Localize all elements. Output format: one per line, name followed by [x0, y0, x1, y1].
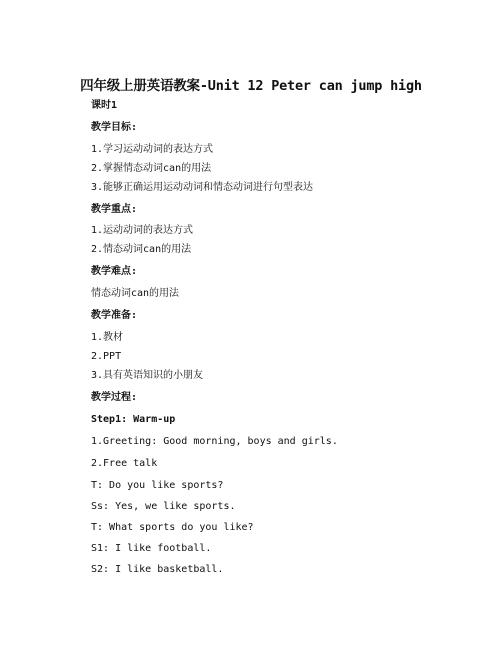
key-point-item: 1.运动动词的表达方式 [91, 225, 194, 236]
heading-objectives: 教学目标: [91, 122, 138, 133]
document-title: 四年级上册英语教案-Unit 12 Peter can jump high [80, 78, 422, 94]
dialogue-line: S2: I like basketball. [91, 564, 224, 575]
procedure-line: 2.Free talk [91, 458, 158, 469]
dialogue-line: T: What sports do you like? [91, 522, 254, 533]
preparation-item: 3.具有英语知识的小朋友 [91, 370, 204, 381]
dialogue-line: S1: I like football. [91, 543, 212, 554]
objective-item: 3.能够正确运用运动动词和情态动词进行句型表达 [91, 182, 314, 193]
key-point-item: 2.情态动词can的用法 [91, 244, 192, 255]
objective-item: 2.掌握情态动词can的用法 [91, 163, 212, 174]
procedure-line: 1.Greeting: Good morning, boys and girls. [91, 436, 338, 447]
objective-item: 1.学习运动动词的表达方式 [91, 144, 214, 155]
dialogue-line: T: Do you like sports? [91, 480, 224, 491]
preparation-item: 2.PPT [91, 351, 122, 362]
dialogue-line: Ss: Yes, we like sports. [91, 501, 236, 512]
lesson-number: 课时1 [91, 100, 118, 111]
heading-procedure: 教学过程: [91, 392, 138, 403]
heading-preparation: 教学准备: [91, 310, 138, 321]
preparation-item: 1.教材 [91, 332, 124, 343]
heading-key-points: 教学重点: [91, 204, 138, 215]
difficulty-item: 情态动词can的用法 [91, 288, 180, 299]
heading-difficulties: 教学难点: [91, 266, 138, 277]
step-heading: Step1: Warm-up [91, 414, 176, 425]
